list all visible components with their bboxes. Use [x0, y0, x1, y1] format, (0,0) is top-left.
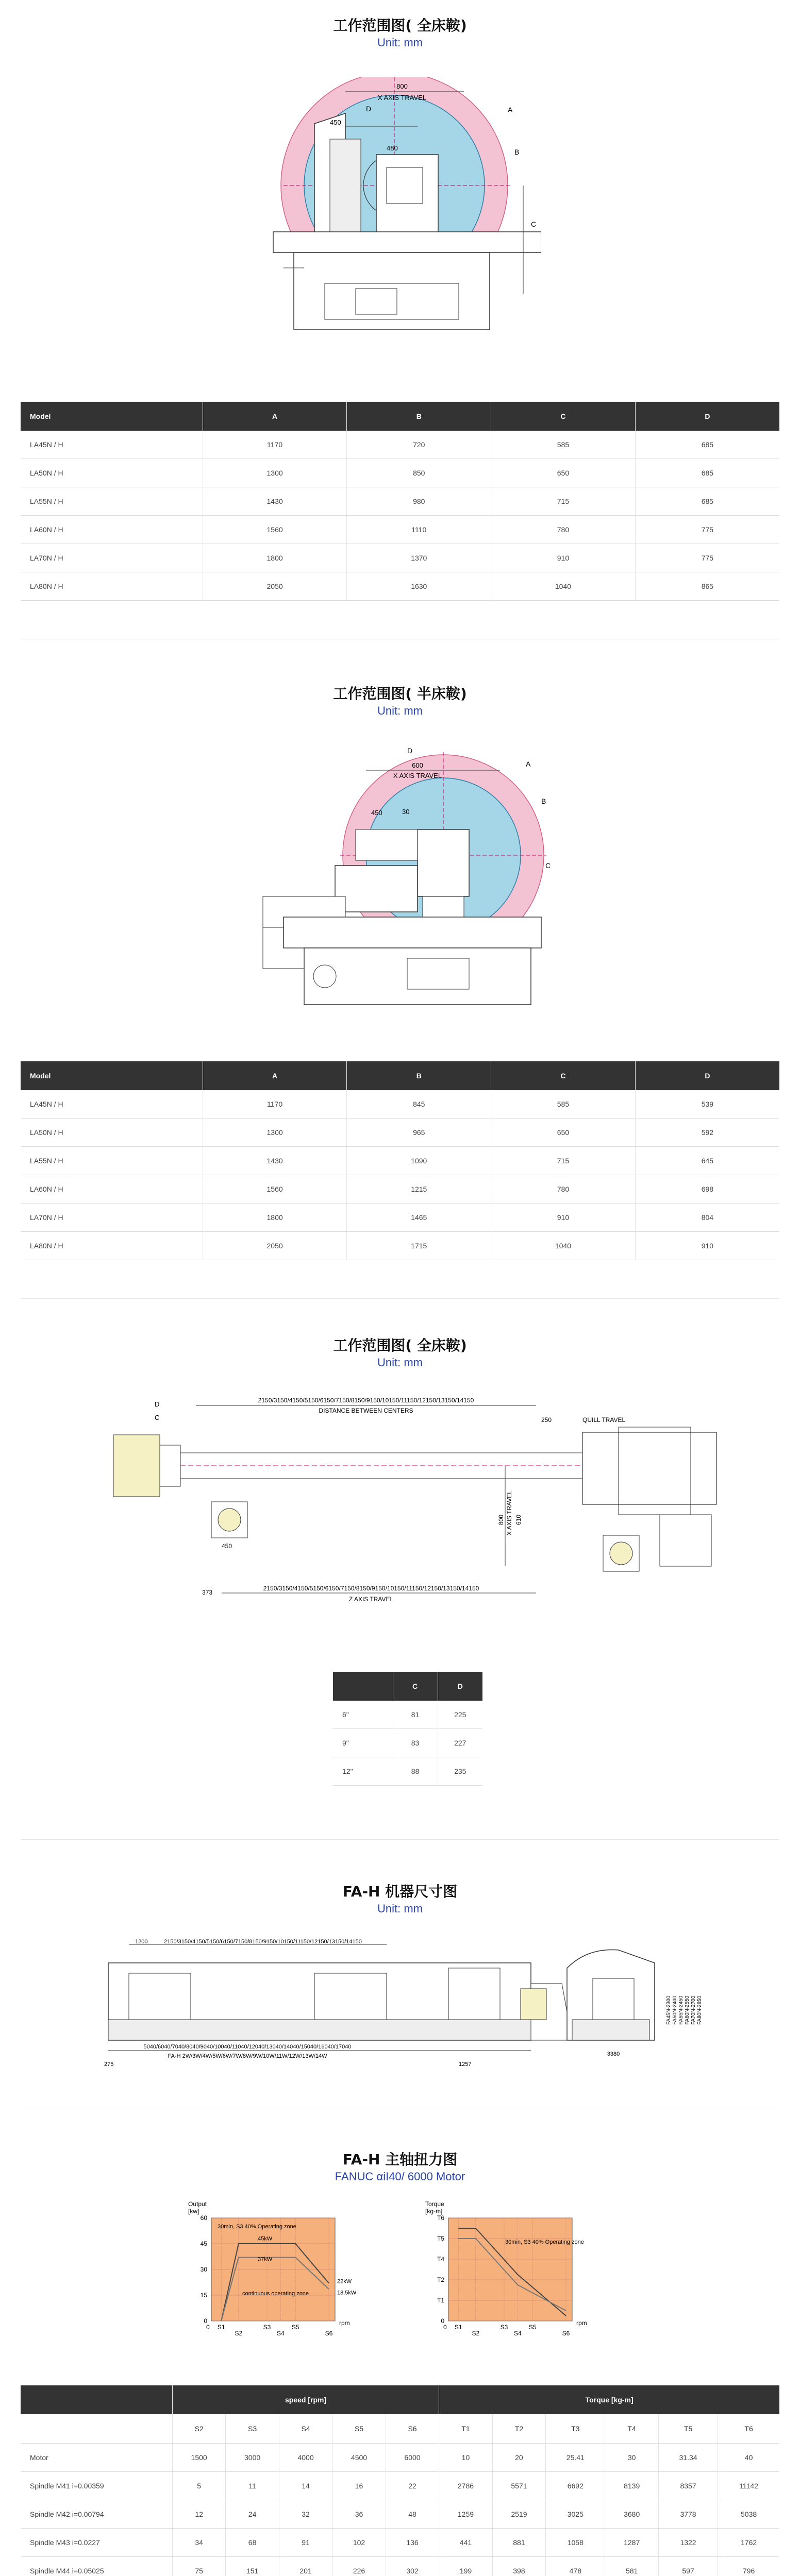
table-cell: 685 [635, 459, 779, 487]
bottom-dims-2: FA-H 2W/3W/4W/5W/6W/7W/8W/9W/10W/11W/12W/13W/14W [168, 2053, 327, 2059]
table-cell: 1560 [203, 1175, 347, 1204]
table-cell: 1300 [203, 1118, 347, 1147]
table-cell: 1090 [347, 1147, 491, 1175]
table-header-row [333, 1672, 482, 1701]
speed-group-header: speed [rpm] [172, 2385, 439, 2414]
table-row [21, 1147, 779, 1175]
table-cell: 5571 [492, 2472, 545, 2500]
table-cell: 910 [491, 544, 636, 572]
table-cell: 11 [226, 2472, 279, 2500]
height-dim-label: FA80N-2850 [697, 1995, 703, 2025]
table-header: S2 [172, 2414, 225, 2444]
x-tick-label: S5 [528, 2324, 537, 2331]
label-d: D [366, 105, 372, 113]
table-cell: 235 [438, 1757, 482, 1786]
table-header [21, 2385, 172, 2414]
table-cell: 1560 [203, 516, 347, 544]
table-cell: 12 [172, 2500, 225, 2529]
table-cell: 8357 [658, 2472, 718, 2500]
table-cell: 650 [491, 1118, 636, 1147]
y-tick-label: 45 [200, 2240, 207, 2247]
height-dims-group [666, 1995, 703, 2025]
dim-610: 610 [515, 1514, 522, 1525]
label-d: D [407, 747, 413, 755]
table-header: T5 [658, 2414, 718, 2444]
y-tick-label: T6 [437, 2214, 444, 2222]
table-header: T6 [718, 2414, 779, 2444]
section5-spindle-table [21, 2385, 779, 2576]
x-tick-label: S2 [472, 2330, 480, 2337]
dim-450: 450 [330, 118, 341, 126]
table-header: Model [21, 1061, 203, 1090]
table-header: T1 [439, 2414, 492, 2444]
table-cell: 645 [635, 1147, 779, 1175]
table-cell: 585 [491, 431, 636, 459]
table-cell: Motor [21, 2444, 172, 2472]
y-tick-label: 0 [204, 2317, 207, 2325]
annotation: 18.5kW [337, 2290, 357, 2296]
table-cell: 1110 [347, 516, 491, 544]
label-d: D [155, 1400, 160, 1408]
table-header: A [203, 402, 347, 431]
table-cell: 36 [332, 2500, 386, 2529]
table-cell: LA60N / H [21, 1175, 203, 1204]
label-c: C [155, 1414, 160, 1421]
dim-373: 373 [202, 1589, 213, 1596]
table-header-row [21, 1061, 779, 1090]
table-cell: LA45N / H [21, 1090, 203, 1118]
table-row [21, 487, 779, 516]
y-axis-label: Torque [425, 2200, 444, 2208]
table-header: T3 [546, 2414, 605, 2444]
table-cell: 225 [438, 1701, 482, 1729]
table-row [21, 2472, 779, 2500]
table-cell: 1715 [347, 1232, 491, 1260]
table-cell: 102 [332, 2529, 386, 2557]
y-tick-label: 30 [200, 2266, 207, 2273]
table-cell: 1630 [347, 572, 491, 601]
table-cell: LA70N / H [21, 1204, 203, 1232]
table-cell: 796 [718, 2557, 779, 2576]
label-c: C [545, 861, 551, 870]
x-tick-label: S3 [500, 2324, 508, 2331]
table-cell: 581 [605, 2557, 658, 2576]
table-cell: 804 [635, 1204, 779, 1232]
table-cell: Spindle M43 i=0.0227 [21, 2529, 172, 2557]
section3-chuck-table [333, 1672, 482, 1786]
table-cell: 1430 [203, 487, 347, 516]
section4-machine-dimensions-diagram [98, 1937, 737, 2071]
table-cell: Spindle M44 i=0.05025 [21, 2557, 172, 2576]
table-cell: 30 [605, 2444, 658, 2472]
table-cell: 3025 [546, 2500, 605, 2529]
torque-chart [420, 2200, 637, 2354]
table-cell: 48 [386, 2500, 439, 2529]
section-divider [21, 1298, 779, 1299]
table-header: C [491, 1061, 636, 1090]
table-cell: 715 [491, 1147, 636, 1175]
table-row [21, 1090, 779, 1118]
table-cell: 34 [172, 2529, 225, 2557]
label-a: A [508, 106, 513, 114]
table-row [21, 1175, 779, 1204]
y-tick-label: 0 [441, 2317, 444, 2325]
table-cell: 1800 [203, 1204, 347, 1232]
output-chart [183, 2200, 399, 2354]
annotation: continuous operating zone [242, 2291, 309, 2297]
table-header: C [491, 402, 636, 431]
x-tick-label: S6 [325, 2330, 333, 2337]
table-cell: LA55N / H [21, 1147, 203, 1175]
section3-travel-diagram [103, 1391, 732, 1633]
x-axis-label: rpm [339, 2319, 350, 2327]
annotation: 30min, S3 40% Operating zone [505, 2239, 584, 2245]
section1-unit: Unit: mm [377, 36, 423, 49]
table-cell: 22 [386, 2472, 439, 2500]
section3-unit: Unit: mm [377, 1356, 423, 1369]
table-row [21, 1204, 779, 1232]
table-cell: 865 [635, 572, 779, 601]
table-cell: 2050 [203, 1232, 347, 1260]
table-row [21, 1232, 779, 1260]
quill-travel-label: QUILL TRAVEL [582, 1416, 626, 1423]
x-axis-label: rpm [576, 2319, 587, 2327]
table-cell: 1040 [491, 1232, 636, 1260]
y-tick-label: T2 [437, 2276, 444, 2283]
table-cell: 1287 [605, 2529, 658, 2557]
section4-title: FA-H 机器尺寸图 [342, 1883, 458, 1900]
label-b: B [541, 797, 546, 805]
table-row [21, 1118, 779, 1147]
x-axis-travel-label: X AXIS TRAVEL [377, 94, 427, 101]
table-cell: 227 [438, 1729, 482, 1757]
table-header: C [393, 1672, 438, 1701]
table-cell: 201 [279, 2557, 332, 2576]
table-header: T2 [492, 2414, 545, 2444]
table-cell: 81 [393, 1701, 438, 1729]
table-group-header-row [21, 2385, 779, 2414]
table-cell: Spindle M42 i=0.00794 [21, 2500, 172, 2529]
table-cell: 775 [635, 544, 779, 572]
annotation: 37kW [258, 2256, 273, 2263]
table-cell: 136 [386, 2529, 439, 2557]
bottom-dims: 2150/3150/4150/5150/6150/7150/8150/9150/10150/11150/12150/13150/14150 [263, 1585, 479, 1592]
section-divider [21, 1839, 779, 1840]
table-cell: LA45N / H [21, 431, 203, 459]
table-cell: 1040 [491, 572, 636, 601]
dim-480: 480 [387, 144, 398, 152]
torque-group-header: Torque [kg-m] [439, 2385, 779, 2414]
table-row [21, 544, 779, 572]
table-cell: 775 [635, 516, 779, 544]
table-cell: 780 [491, 516, 636, 544]
table-cell: 965 [347, 1118, 491, 1147]
table-row [333, 1701, 482, 1729]
table-header-row [21, 402, 779, 431]
table-cell: 3000 [226, 2444, 279, 2472]
table-header: S6 [386, 2414, 439, 2444]
table-cell: 685 [635, 487, 779, 516]
table-cell: 478 [546, 2557, 605, 2576]
y-tick-label: T1 [437, 2297, 444, 2304]
dim-450: 450 [221, 1543, 232, 1550]
x-tick-label: S1 [217, 2324, 225, 2331]
y-tick-label: T5 [437, 2235, 444, 2242]
dim-800: 800 [396, 82, 408, 90]
table-cell: 398 [492, 2557, 545, 2576]
table-cell: LA60N / H [21, 516, 203, 544]
table-header: D [438, 1672, 482, 1701]
table-row [21, 2529, 779, 2557]
table-cell: 88 [393, 1757, 438, 1786]
dim-600: 600 [412, 761, 423, 769]
distance-between-centers-label: DISTANCE BETWEEN CENTERS [319, 1407, 413, 1414]
dim-1200: 1200 [135, 1939, 148, 1945]
table-cell: Spindle M41 i=0.00359 [21, 2472, 172, 2500]
table-row [21, 572, 779, 601]
table-header: A [203, 1061, 347, 1090]
table-header: B [347, 1061, 491, 1090]
table-cell: 1430 [203, 1147, 347, 1175]
table-cell: 24 [226, 2500, 279, 2529]
table-cell: 1215 [347, 1175, 491, 1204]
table-header: D [635, 402, 779, 431]
table-cell: 592 [635, 1118, 779, 1147]
table-cell: LA70N / H [21, 544, 203, 572]
table-header: S3 [226, 2414, 279, 2444]
table-cell: 5 [172, 2472, 225, 2500]
table-cell: LA55N / H [21, 487, 203, 516]
annotation: 30min, S3 40% Operating zone [218, 2224, 296, 2230]
table-cell: 720 [347, 431, 491, 459]
table-cell: 25.41 [546, 2444, 605, 2472]
table-cell: 302 [386, 2557, 439, 2576]
table-cell: LA80N / H [21, 572, 203, 601]
table-cell: 650 [491, 459, 636, 487]
x-tick-label: S5 [291, 2324, 299, 2331]
annotation: 22kW [337, 2278, 352, 2285]
table-cell: 4000 [279, 2444, 332, 2472]
table-cell: 32 [279, 2500, 332, 2529]
table-cell: LA50N / H [21, 459, 203, 487]
x-origin-label: 0 [443, 2324, 447, 2331]
table-header-row [21, 2414, 779, 2444]
table-cell: 11142 [718, 2472, 779, 2500]
table-cell: 199 [439, 2557, 492, 2576]
table-cell: 6000 [386, 2444, 439, 2472]
table-cell: 6" [333, 1701, 393, 1729]
table-cell: 881 [492, 2529, 545, 2557]
table-cell: 68 [226, 2529, 279, 2557]
x-tick-label: S4 [277, 2330, 285, 2337]
table-row [21, 2444, 779, 2472]
dim-275: 275 [104, 2061, 114, 2067]
section2-unit: Unit: mm [377, 704, 423, 717]
section5-title: FA-H 主轴扭力图 [342, 2151, 458, 2168]
height-dim-label: FA60N-2550 [685, 1995, 690, 2025]
x-tick-label: S1 [454, 2324, 462, 2331]
table-cell: 910 [635, 1232, 779, 1260]
y-axis-label: Output [188, 2200, 207, 2208]
label-a: A [526, 760, 531, 768]
table-cell: 2519 [492, 2500, 545, 2529]
table-cell: 1322 [658, 2529, 718, 2557]
table-cell: 585 [491, 1090, 636, 1118]
x-tick-label: S2 [235, 2330, 243, 2337]
table-cell: 441 [439, 2529, 492, 2557]
table-cell: 2050 [203, 572, 347, 601]
table-header [333, 1672, 393, 1701]
section1-title: 工作范围图( 全床鞍) [333, 17, 467, 34]
table-cell: 75 [172, 2557, 225, 2576]
table-row [21, 459, 779, 487]
table-cell: 539 [635, 1090, 779, 1118]
table-header: T4 [605, 2414, 658, 2444]
y-axis-unit: [kg-m] [425, 2208, 443, 2215]
section2-title: 工作范围图( 半床鞍) [333, 685, 467, 702]
table-cell: 14 [279, 2472, 332, 2500]
table-cell: 226 [332, 2557, 386, 2576]
table-row [21, 516, 779, 544]
x-tick-label: S6 [562, 2330, 570, 2337]
y-tick-label: T4 [437, 2256, 444, 2263]
table-cell: 5038 [718, 2500, 779, 2529]
table-cell: 20 [492, 2444, 545, 2472]
table-cell: 83 [393, 1729, 438, 1757]
table-cell: 1259 [439, 2500, 492, 2529]
table-cell: 4500 [332, 2444, 386, 2472]
table-cell: 780 [491, 1175, 636, 1204]
table-row [333, 1757, 482, 1786]
table-cell: 10 [439, 2444, 492, 2472]
height-dim-label: FA70N-2700 [691, 1995, 696, 2025]
table-cell: 3778 [658, 2500, 718, 2529]
table-cell: 91 [279, 2529, 332, 2557]
dim-1257: 1257 [459, 2061, 472, 2067]
table-cell: 597 [658, 2557, 718, 2576]
label-c: C [531, 220, 537, 228]
top-dims: 2150/3150/4150/5150/6150/7150/8150/9150/10150/11150/12150/13150/14150 [258, 1397, 474, 1404]
table-cell: 1500 [172, 2444, 225, 2472]
section2-work-range-diagram [253, 742, 552, 1020]
x-tick-label: S4 [514, 2330, 522, 2337]
table-cell: 850 [347, 459, 491, 487]
table-header [21, 2414, 172, 2444]
table-cell: 9" [333, 1729, 393, 1757]
section1-work-range-diagram [263, 77, 541, 355]
table-header: S4 [279, 2414, 332, 2444]
table-cell: 1170 [203, 1090, 347, 1118]
table-cell: 1800 [203, 544, 347, 572]
table-cell: 16 [332, 2472, 386, 2500]
height-dim-label: FA45N-2300 [666, 1995, 672, 2025]
table-header: S5 [332, 2414, 386, 2444]
dim-450: 450 [371, 809, 382, 817]
table-cell: 1170 [203, 431, 347, 459]
table-cell: 715 [491, 487, 636, 516]
dim-250: 250 [541, 1416, 552, 1423]
height-dim-label: FA55N-2450 [678, 1995, 684, 2025]
table-header: D [635, 1061, 779, 1090]
bottom-dims-1: 5040/6040/7040/8040/9040/10040/11040/12040/13040/14040/15040/16040/17040 [143, 2044, 352, 2050]
table-cell: LA80N / H [21, 1232, 203, 1260]
table-row [21, 2557, 779, 2576]
table-cell: 980 [347, 487, 491, 516]
table-row [21, 431, 779, 459]
top-dims: 2150/3150/4150/5150/6150/7150/8150/9150/10150/11150/12150/13150/14150 [164, 1939, 362, 1945]
table-cell: 1300 [203, 459, 347, 487]
z-axis-travel-label: Z AXIS TRAVEL [348, 1596, 394, 1603]
y-tick-label: 15 [200, 2292, 207, 2299]
table-cell: 3680 [605, 2500, 658, 2529]
y-axis-unit: [kw] [188, 2208, 199, 2215]
height-dim-label: FA50N-2400 [672, 1995, 678, 2025]
table-cell: 151 [226, 2557, 279, 2576]
table-cell: 1058 [546, 2529, 605, 2557]
table-cell: 6692 [546, 2472, 605, 2500]
table-cell: 8139 [605, 2472, 658, 2500]
table-cell: 698 [635, 1175, 779, 1204]
section1-spec-table [21, 402, 779, 601]
x-tick-label: S3 [263, 2324, 271, 2331]
table-cell: 1762 [718, 2529, 779, 2557]
table-cell: 845 [347, 1090, 491, 1118]
x-axis-travel-label: X AXIS TRAVEL [393, 772, 442, 779]
dim-3380: 3380 [607, 2051, 620, 2057]
table-cell: 12" [333, 1757, 393, 1786]
table-cell: 2786 [439, 2472, 492, 2500]
section2-spec-table [21, 1061, 779, 1260]
table-row [21, 2500, 779, 2529]
section4-unit: Unit: mm [377, 1902, 423, 1915]
x-axis-travel-label: X AXIS TRAVEL [506, 1490, 513, 1535]
table-cell: 1370 [347, 544, 491, 572]
section5-subtitle: FANUC αiI40/ 6000 Motor [335, 2170, 465, 2183]
table-header: B [347, 402, 491, 431]
section3-title: 工作范围图( 全床鞍) [333, 1337, 467, 1354]
label-b: B [514, 148, 520, 156]
x-origin-label: 0 [206, 2324, 210, 2331]
table-cell: 1465 [347, 1204, 491, 1232]
table-cell: 40 [718, 2444, 779, 2472]
dim-30: 30 [402, 808, 410, 816]
table-cell: 31.34 [658, 2444, 718, 2472]
dim-800: 800 [497, 1514, 505, 1525]
table-row [333, 1729, 482, 1757]
table-header: Model [21, 402, 203, 431]
y-tick-label: 60 [200, 2214, 207, 2222]
annotation: 45kW [258, 2235, 273, 2242]
table-cell: LA50N / H [21, 1118, 203, 1147]
table-cell: 910 [491, 1204, 636, 1232]
table-cell: 685 [635, 431, 779, 459]
